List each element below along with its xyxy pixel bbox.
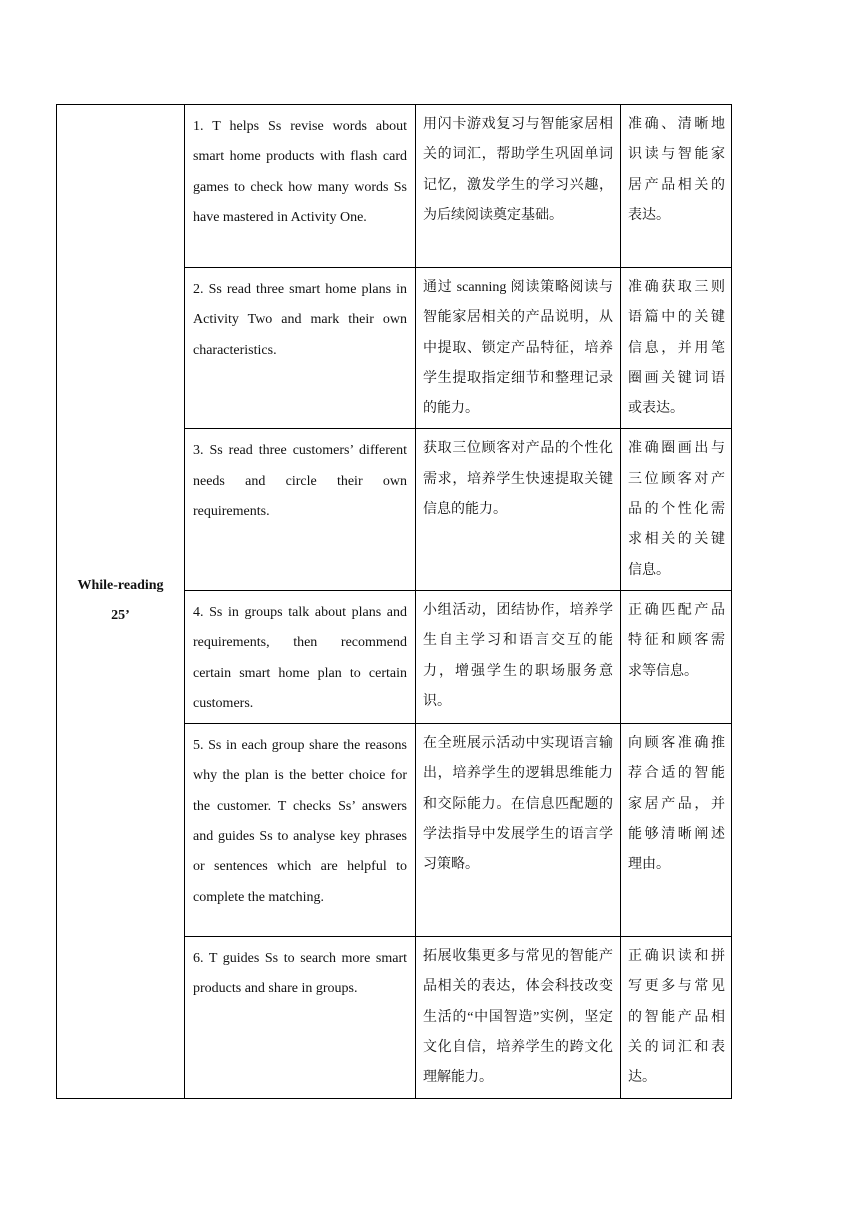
activity-text: 2. Ss read three smart home plans in Activity Two and mark their own characteristics. [193, 282, 407, 358]
stage-time: 25’ [111, 608, 130, 624]
lesson-plan-table [56, 104, 732, 1099]
activity-text: 4. Ss in groups talk about plans and requirements, then recommend certain smart home plan to certain customers. [193, 604, 407, 711]
purpose-text: 通过 scanning 阅读策略阅读与智能家居相关的产品说明，从中提取、锁定产品特征，培养学生提取指定细节和整理记录的能力。 [423, 280, 613, 417]
purpose-cell [416, 429, 621, 590]
activity-cell [185, 429, 416, 590]
effect-text: 正确匹配产品特征和顾客需求等信息。 [628, 602, 725, 679]
effect-text: 准确获取三则语篇中的关键信息，并用笔圈画关键词语或表达。 [628, 280, 725, 417]
effect-text: 准确、清晰地识读与智能家居产品相关的表达。 [628, 117, 725, 223]
effect-text: 正确识读和拼写更多与常见的智能产品相关的词汇和表达。 [628, 949, 725, 1086]
purpose-text: 获取三位顾客对产品的个性化需求，培养学生快速提取关键信息的能力。 [423, 441, 613, 518]
effect-text: 向顾客准确推荐合适的智能家居产品，并能够清晰阐述理由。 [628, 736, 725, 873]
effect-text: 准确圈画出与三位顾客对产品的个性化需求相关的关键信息。 [628, 441, 725, 578]
effect-cell [621, 590, 732, 723]
activity-cell [185, 105, 416, 268]
activity-cell [185, 724, 416, 937]
table-row [57, 105, 732, 268]
purpose-cell [416, 105, 621, 268]
purpose-cell [416, 590, 621, 723]
effect-cell [621, 429, 732, 590]
purpose-cell [416, 937, 621, 1098]
purpose-text: 拓展收集更多与常见的智能产品相关的表达，体会科技改变生活的“中国智造”实例，坚定文化自信，培养学生的跨文化理解能力。 [423, 949, 613, 1086]
activity-cell [185, 268, 416, 429]
activity-text: 3. Ss read three customers’ different needs and circle their own requirements. [193, 443, 407, 520]
activity-text: 5. Ss in each group share the reasons why the plan is the better choice for the customer. T checks Ss’ answers and guides Ss to analyse key phrases or sentences which are helpful to complete the matching. [193, 738, 407, 905]
effect-cell [621, 724, 732, 937]
activity-cell [185, 937, 416, 1098]
activity-text: 6. T guides Ss to search more smart products and share in groups. [193, 951, 407, 997]
activity-cell [185, 590, 416, 723]
purpose-cell [416, 268, 621, 429]
stage-cell [57, 105, 185, 1099]
purpose-text: 小组活动，团结协作，培养学生自主学习和语言交互的能力，增强学生的职场服务意识。 [423, 602, 613, 709]
effect-cell [621, 268, 732, 429]
effect-cell [621, 105, 732, 268]
purpose-text: 用闪卡游戏复习与智能家居相关的词汇，帮助学生巩固单词记忆，激发学生的学习兴趣，为后续阅读奠定基础。 [423, 117, 613, 223]
activity-text: 1. T helps Ss revise words about smart home products with flash card games to check how many words Ss have mastered in Activity One. [193, 119, 407, 225]
effect-cell [621, 937, 732, 1098]
stage-name: While-reading [77, 578, 164, 594]
purpose-text: 在全班展示活动中实现语言输出，培养学生的逻辑思维能力和交际能力。在信息匹配题的学法指导中发展学生的语言学习策略。 [423, 736, 613, 873]
purpose-cell [416, 724, 621, 937]
